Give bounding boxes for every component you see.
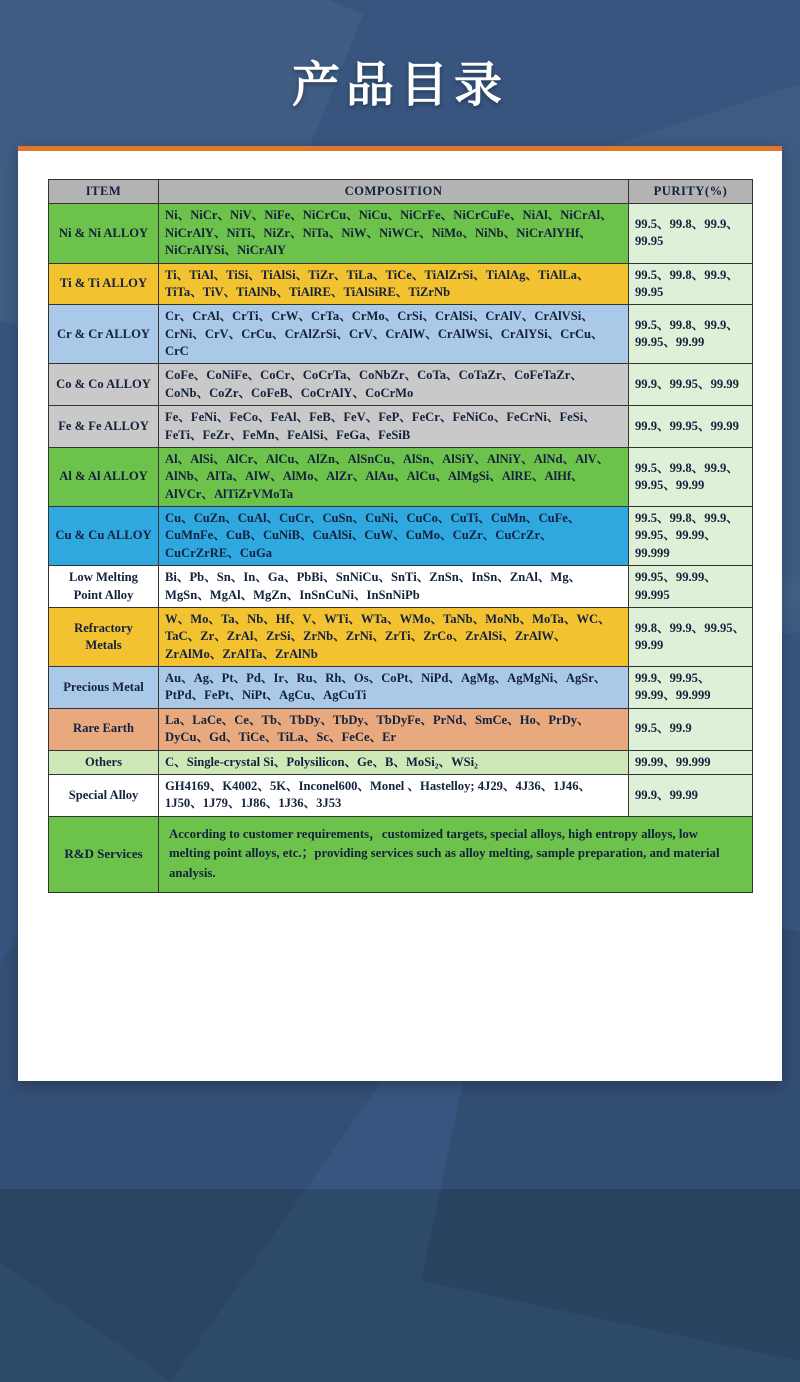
catalog-table	[48, 179, 753, 893]
row-purity: 99.95、99.99、99.995	[629, 566, 753, 608]
row-item-label: Precious Metal	[49, 667, 159, 709]
header-purity: PURITY(%)	[629, 180, 753, 204]
row-purity: 99.9、99.95、99.99	[629, 406, 753, 448]
header-composition: COMPOSITION	[159, 180, 629, 204]
table-row	[49, 667, 753, 709]
table-row	[49, 507, 753, 566]
table-row-rnd	[49, 816, 753, 892]
row-purity: 99.9、99.95、99.99	[629, 364, 753, 406]
table-row	[49, 364, 753, 406]
row-composition: Cu、CuZn、CuAl、CuCr、CuSn、CuNi、CuCo、CuTi、CuMn、CuFe、CuMnFe、CuB、CuNiB、CuAlSi、CuW、CuMo、CuZr、CuCrZr、CuCrZrRE、CuGa	[159, 507, 629, 566]
row-composition: C、Single-crystal Si、Polysilicon、Ge、B、MoSi₂、WSi₂	[159, 750, 629, 774]
row-composition: GH4169、K4002、5K、Inconel600、Monel 、Hastelloy; 4J29、4J36、1J46、1J50、1J79、1J86、1J36、3J53	[159, 774, 629, 816]
table-row	[49, 708, 753, 750]
row-composition: La、LaCe、Ce、Tb、TbDy、TbDy、TbDyFe、PrNd、SmCe、Ho、PrDy、DyCu、Gd、TiCe、TiLa、Sc、FeCe、Er	[159, 708, 629, 750]
row-item-label: Co & Co ALLOY	[49, 364, 159, 406]
page-title: 产品目录	[291, 57, 508, 113]
table-header-row	[49, 180, 753, 204]
row-item-label: Special Alloy	[49, 774, 159, 816]
row-composition: Cr、CrAl、CrTi、CrW、CrTa、CrMo、CrSi、CrAlSi、CrAlV、CrAlVSi、CrNi、CrV、CrCu、CrAlZrSi、CrV、CrAlW、CrAlWSi、CrAlYSi、CrCu、CrC	[159, 305, 629, 364]
row-item-label: Refractory Metals	[49, 607, 159, 666]
row-purity: 99.5、99.8、99.9、99.95、99.99、99.999	[629, 507, 753, 566]
row-composition: Ti、TiAl、TiSi、TiAlSi、TiZr、TiLa、TiCe、TiAlZrSi、TiAlAg、TiAlLa、TiTa、TiV、TiAlNb、TiAlRE、TiAlSiRE、TiZrNb	[159, 263, 629, 305]
row-composition: Fe、FeNi、FeCo、FeAl、FeB、FeV、FeP、FeCr、FeNiCo、FeCrNi、FeSi、FeTi、FeZr、FeMn、FeAlSi、FeGa、FeSiB	[159, 406, 629, 448]
row-composition: Bi、Pb、Sn、In、Ga、PbBi、SnNiCu、SnTi、ZnSn、InSn、ZnAl、Mg、MgSn、MgAl、MgZn、InSnCuNi、InSnNiPb	[159, 566, 629, 608]
row-purity: 99.9、99.95、99.99、99.999	[629, 667, 753, 709]
table-row	[49, 774, 753, 816]
row-composition: Ni、NiCr、NiV、NiFe、NiCrCu、NiCu、NiCrFe、NiCrCuFe、NiAl、NiCrAl、NiCrAlY、NiTi、NiZr、NiTa、NiW、NiWCr、NiMo、NiNb、NiCrAlYHf、NiCrAlYSi、NiCrAlY	[159, 204, 629, 263]
row-item-label: Fe & Fe ALLOY	[49, 406, 159, 448]
row-item-label: Al & Al ALLOY	[49, 447, 159, 506]
row-item-label: Cu & Cu ALLOY	[49, 507, 159, 566]
row-item-label: Ti & Ti ALLOY	[49, 263, 159, 305]
row-composition: Au、Ag、Pt、Pd、Ir、Ru、Rh、Os、CoPt、NiPd、AgMg、AgMgNi、AgSr、PtPd、FePt、NiPt、AgCu、AgCuTi	[159, 667, 629, 709]
table-body	[49, 204, 753, 893]
table-row	[49, 263, 753, 305]
row-item-label: Ni & Ni ALLOY	[49, 204, 159, 263]
row-item-label: Rare Earth	[49, 708, 159, 750]
row-purity: 99.5、99.8、99.9、99.95	[629, 204, 753, 263]
row-purity: 99.5、99.8、99.9、99.95、99.99	[629, 447, 753, 506]
row-purity: 99.99、99.999	[629, 750, 753, 774]
row-composition: Al、AlSi、AlCr、AlCu、AlZn、AlSnCu、AlSn、AlSiY、AlNiY、AlNd、AlV、AlNb、AlTa、AlW、AlMo、AlZr、AlAu、AlCu、AlMgSi、AlRE、AlHf、AlVCr、AlTiZrVMoTa	[159, 447, 629, 506]
row-item-label: Low Melting Point Alloy	[49, 566, 159, 608]
table-row	[49, 447, 753, 506]
rnd-description: According to customer requirements，customized targets, special alloys, high entropy alloys, low melting point alloys, etc.；providing services such as alloy melting, sample preparation, and material analysis.	[159, 816, 753, 892]
rnd-item-label: R&D Services	[49, 816, 159, 892]
catalog-card	[18, 146, 782, 1081]
table-row	[49, 204, 753, 263]
row-purity: 99.5、99.9	[629, 708, 753, 750]
row-item-label: Cr & Cr ALLOY	[49, 305, 159, 364]
table-row	[49, 607, 753, 666]
row-composition: CoFe、CoNiFe、CoCr、CoCrTa、CoNbZr、CoTa、CoTaZr、CoFeTaZr、CoNb、CoZr、CoFeB、CoCrAlY、CoCrMo	[159, 364, 629, 406]
table-row	[49, 750, 753, 774]
row-purity: 99.5、99.8、99.9、99.95	[629, 263, 753, 305]
row-item-label: Others	[49, 750, 159, 774]
table-row	[49, 406, 753, 448]
table-row	[49, 305, 753, 364]
row-purity: 99.8、99.9、99.95、99.99	[629, 607, 753, 666]
header-item: ITEM	[49, 180, 159, 204]
row-purity: 99.5、99.8、99.9、99.95、99.99	[629, 305, 753, 364]
table-row	[49, 566, 753, 608]
row-composition: W、Mo、Ta、Nb、Hf、V、WTi、WTa、WMo、TaNb、MoNb、MoTa、WC、TaC、Zr、ZrAl、ZrSi、ZrNb、ZrNi、ZrTi、ZrCo、ZrAlSi、ZrAlW、ZrAlMo、ZrAlTa、ZrAlNb	[159, 607, 629, 666]
row-purity: 99.9、99.99	[629, 774, 753, 816]
